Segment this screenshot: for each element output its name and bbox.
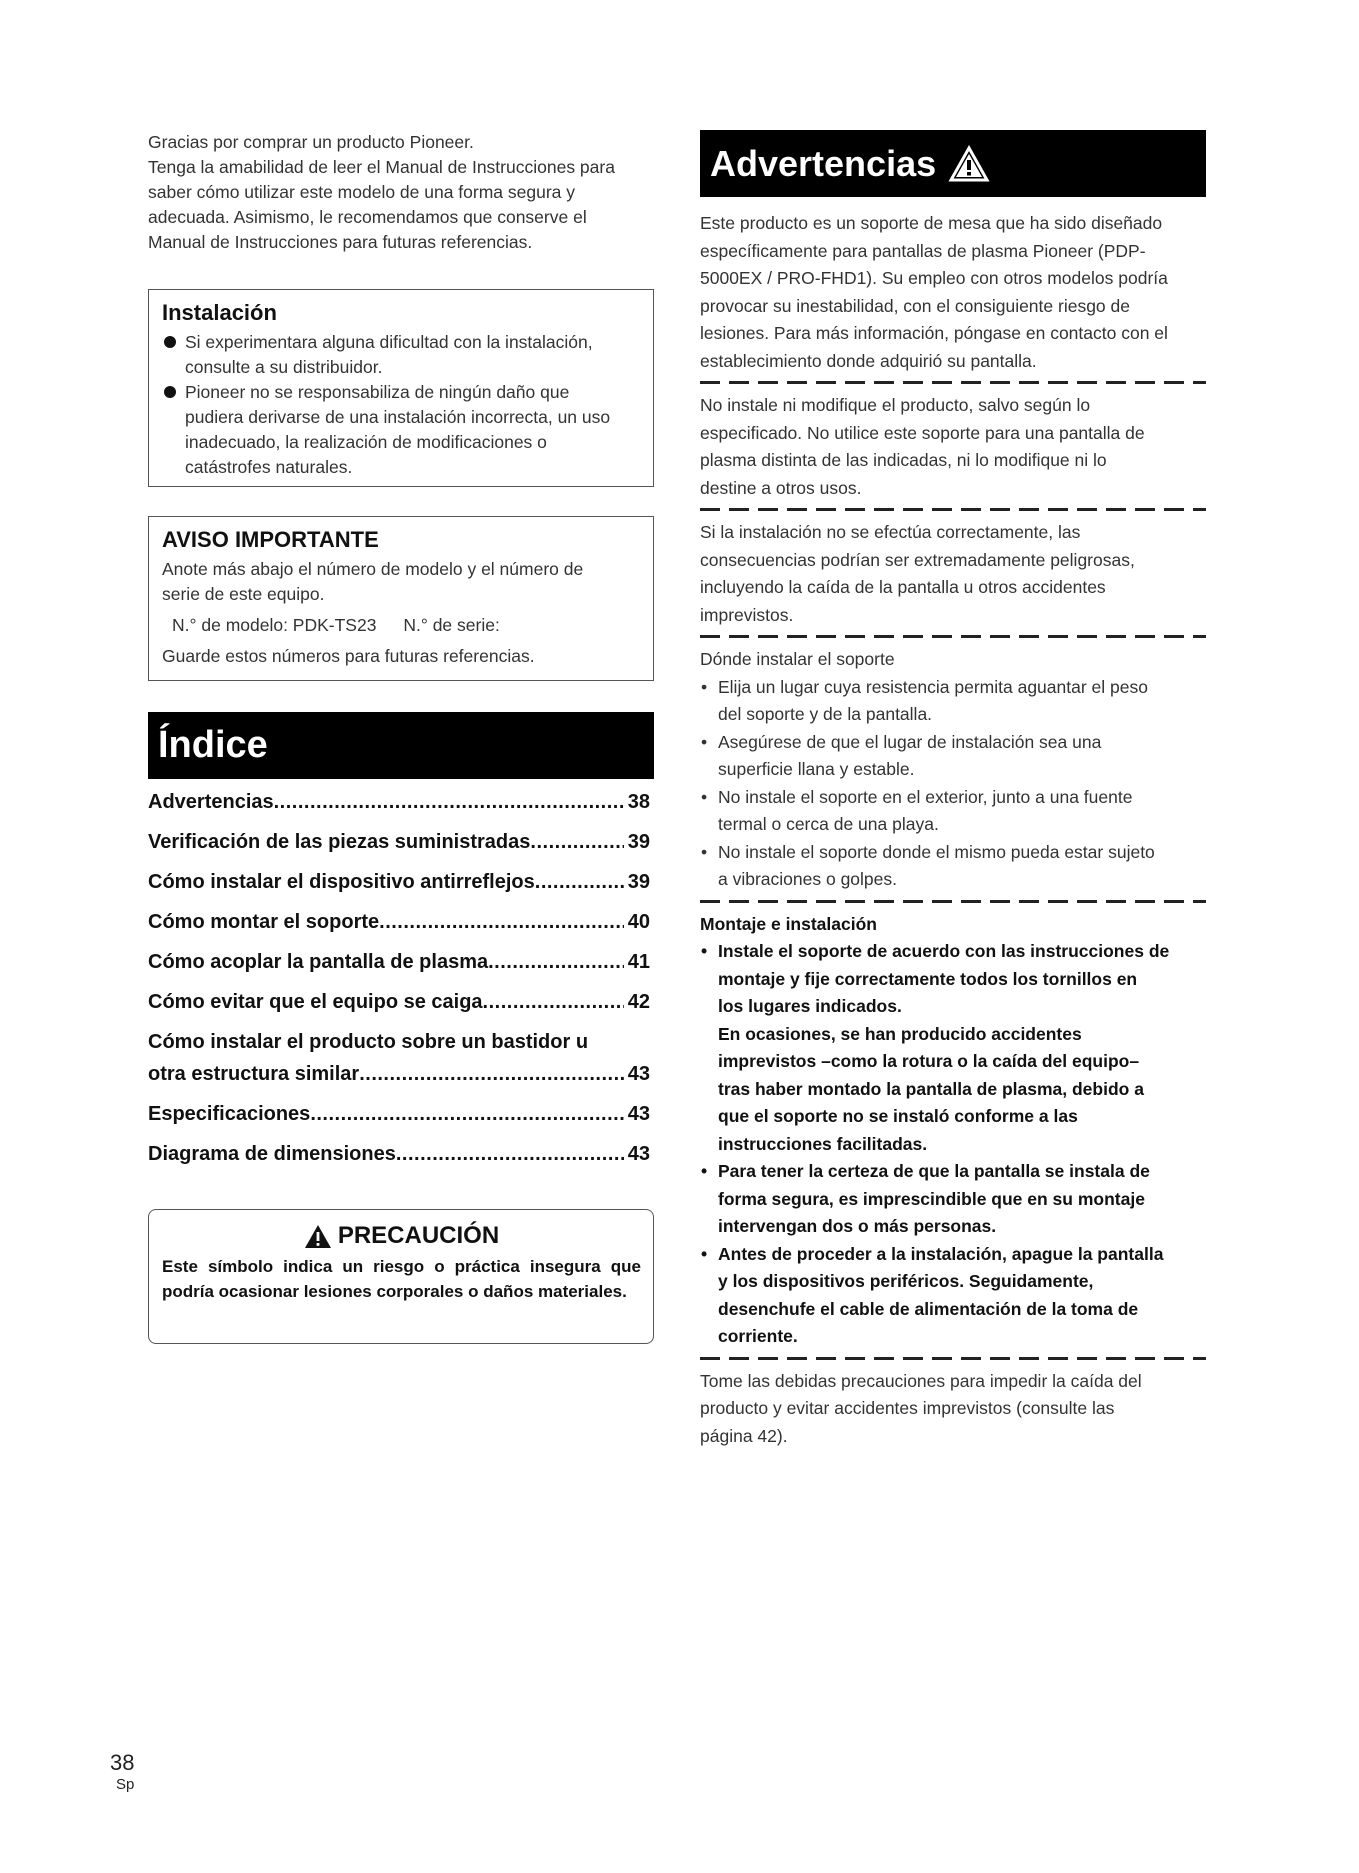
right-column xyxy=(700,130,1206,1450)
intro-text xyxy=(148,130,654,255)
advertencias-p3: Si la instalación no se efectúa correctamente, las consecuencias podrían ser extremadamente peligrosas, incluyendo la caída de la pantalla u otros accidentes imprevistos. xyxy=(700,522,1135,625)
dashed-divider xyxy=(700,508,1206,511)
precaucion-body: Este símbolo indica un riesgo o práctica insegura que podría ocasionar lesiones corporales o daños materiales. xyxy=(162,1257,641,1301)
toc-item-diagrama[interactable]: Diagrama de dimensiones ..... 43 xyxy=(148,1143,650,1183)
dashed-divider xyxy=(700,900,1206,903)
warning-icon xyxy=(304,1224,332,1249)
bullet-icon xyxy=(164,336,176,348)
serial-label: N.° de serie: xyxy=(403,615,500,635)
list-item: • Para tener la certeza de que la pantalla se instala de forma segura, es imprescindible que en su montaje intervengan dos o más personas. xyxy=(700,1158,1206,1241)
toc xyxy=(148,791,650,1183)
montaje-list xyxy=(700,938,1206,1351)
dashed-divider xyxy=(700,635,1206,638)
list-item: • Antes de proceder a la instalación, apague la pantalla y los dispositivos periféricos. Seguidamente, desenchufe el cable de alimentación de la toma de corriente. xyxy=(700,1241,1206,1351)
precaucion-box xyxy=(148,1209,654,1344)
precaucion-title: PRECAUCIÓN xyxy=(337,1222,500,1249)
page-number: 38 xyxy=(110,1750,135,1775)
list-item: • No instale el soporte donde el mismo pueda estar sujeto a vibraciones o golpes. xyxy=(700,839,1206,894)
donde-title: Dónde instalar el soporte xyxy=(700,649,895,669)
toc-item-acoplar[interactable]: Cómo acoplar la pantalla de plasma ..... 41 xyxy=(148,951,650,991)
aviso-fields xyxy=(162,613,641,638)
intro-line: Manual de Instrucciones para futuras referencias. xyxy=(148,232,533,252)
aviso-text: Anote más abajo el número de modelo y el número de xyxy=(162,559,584,579)
donde-list xyxy=(700,674,1206,894)
toc-item-especificaciones[interactable]: Especificaciones ..... 43 xyxy=(148,1103,650,1143)
aviso-box xyxy=(148,516,654,681)
toc-item-montar[interactable]: Cómo montar el soporte ..... 40 xyxy=(148,911,650,951)
dashed-divider xyxy=(700,1357,1206,1360)
toc-item-evitar[interactable]: Cómo evitar que el equipo se caiga ..... 42 xyxy=(148,991,650,1031)
list-item: Si experimentara alguna dificultad con la instalación, consulte a su distribuidor. xyxy=(162,330,641,380)
toc-item-advertencias[interactable]: Advertencias ..... 38 xyxy=(148,791,650,831)
precaucion-heading xyxy=(162,1222,641,1250)
instalacion-title: Instalación xyxy=(162,300,277,325)
advertencias-p1: Este producto es un soporte de mesa que ha sido diseñado específicamente para pantallas de plasma Pioneer (PDP- 5000EX / PRO-FHD1). Su empleo con otros modelos podría provocar su inestabilidad, con el consiguiente riesgo de lesiones. Para más información, póngase en contacto con el establecimiento donde adquirió su pantalla. xyxy=(700,213,1168,371)
list-item: • Elija un lugar cuya resistencia permita aguantar el peso del soporte y de la pantalla. xyxy=(700,674,1206,729)
intro-line: Gracias por comprar un producto Pioneer. xyxy=(148,132,474,152)
toc-item-antirreflejos[interactable]: Cómo instalar el dispositivo antirreflejos ..... 39 xyxy=(148,871,650,911)
intro-line: adecuada. Asimismo, le recomendamos que conserve el xyxy=(148,207,587,227)
toc-item-verificacion[interactable]: Verificación de las piezas suministradas ..... 39 xyxy=(148,831,650,871)
aviso-title: AVISO IMPORTANTE xyxy=(162,527,379,552)
instalacion-list xyxy=(162,330,641,480)
aviso-text: serie de este equipo. xyxy=(162,584,325,604)
dashed-divider xyxy=(700,381,1206,384)
list-item: • Instale el soporte de acuerdo con las instrucciones de montaje y fije correctamente todos los tornillos en los lugares indicados. En ocasiones, se han producido accidentes imprevistos –como la rotura o la caída del equipo– tras haber montado la pantalla de plasma, debido a que el soporte no se instaló conforme a las instrucciones facilitadas. xyxy=(700,938,1206,1158)
bullet-icon xyxy=(164,386,176,398)
list-item: • No instale el soporte en el exterior, junto a una fuente termal o cerca de una playa. xyxy=(700,784,1206,839)
advertencias-final: Tome las debidas precauciones para impedir la caída del producto y evitar accidentes imprevistos (consulte las página 42). xyxy=(700,1370,1142,1446)
montaje-title: Montaje e instalación xyxy=(700,913,877,934)
model-label: N.° de modelo: PDK-TS23 xyxy=(172,615,377,635)
intro-line: saber cómo utilizar este modelo de una forma segura y xyxy=(148,182,576,202)
advertencias-heading xyxy=(700,130,1206,197)
indice-heading xyxy=(148,712,654,779)
left-column xyxy=(148,130,654,1344)
warning-icon xyxy=(948,145,990,183)
toc-item-bastidor[interactable]: Cómo instalar el producto sobre un bastidor u otra estructura similar ..... 43 xyxy=(148,1031,650,1103)
page-language: Sp xyxy=(116,1776,135,1793)
list-item: • Asegúrese de que el lugar de instalación sea una superficie llana y estable. xyxy=(700,729,1206,784)
intro-line: Tenga la amabilidad de leer el Manual de Instrucciones para xyxy=(148,157,615,177)
instalacion-box xyxy=(148,289,654,487)
indice-title: Índice xyxy=(158,724,268,766)
advertencias-title: Advertencias xyxy=(710,142,937,184)
aviso-footer: Guarde estos números para futuras referencias. xyxy=(162,646,535,666)
list-item: Pioneer no se responsabiliza de ningún daño que pudiera derivarse de una instalación incorrecta, un uso inadecuado, la realización de modificaciones o catástrofes naturales. xyxy=(162,380,641,480)
advertencias-p2: No instale ni modifique el producto, salvo según lo especificado. No utilice este soporte para una pantalla de plasma distinta de las indicadas, ni lo modifique ni lo destine a otros usos. xyxy=(700,395,1145,498)
